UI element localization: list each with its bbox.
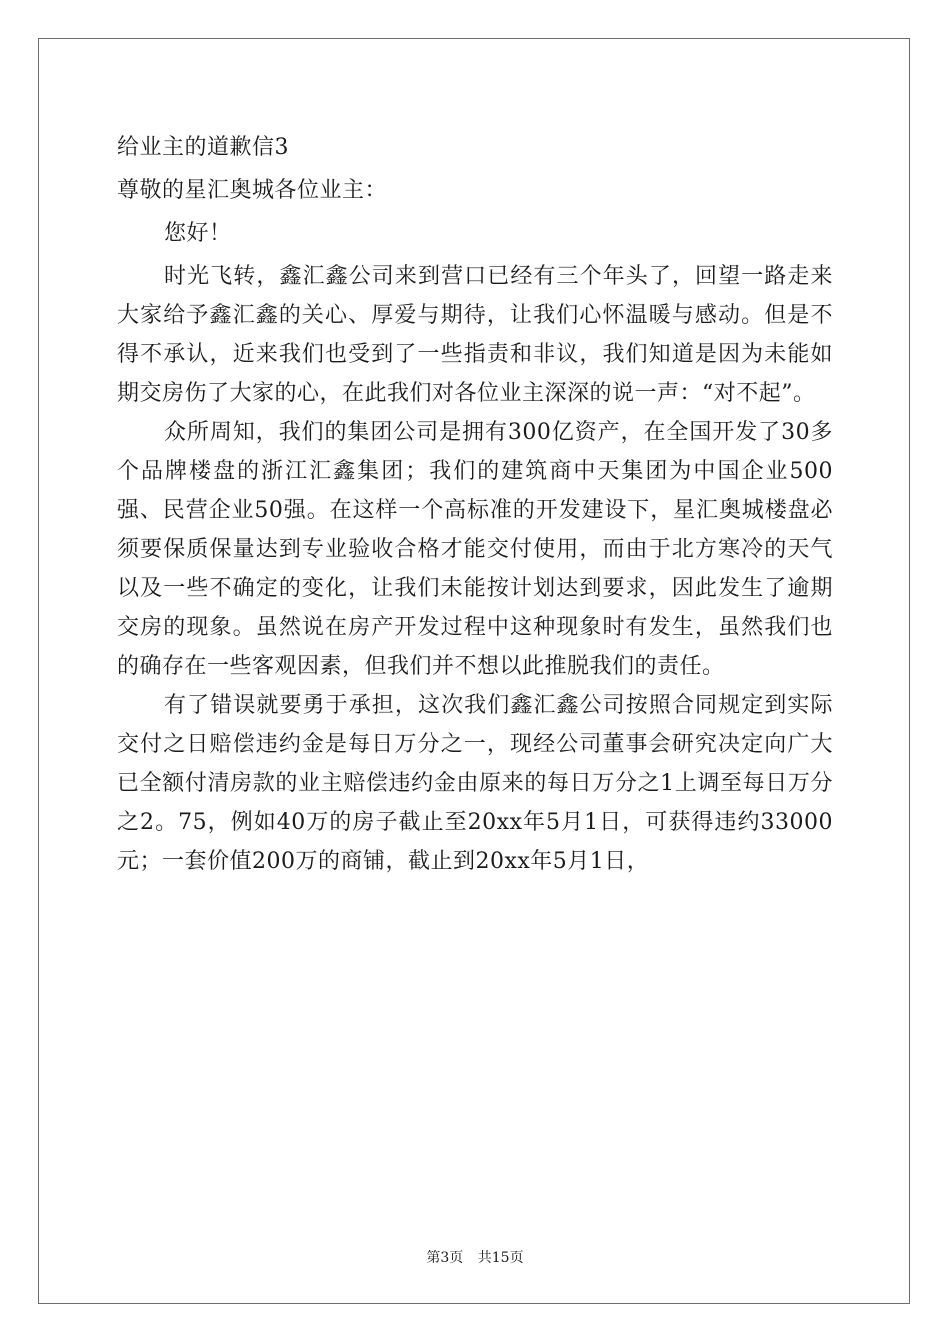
page-number: 第3页 [426, 1250, 464, 1266]
page-total: 共15页 [477, 1250, 524, 1266]
paragraph-1: 时光飞转，鑫汇鑫公司来到营口已经有三个年头了，回望一路走来大家给予鑫汇鑫的关心、厚爱与期待，让我们心怀温暖与感动。但是不得不承认，近来我们也受到了一些指责和非议，我们知道是因为未能如期交房伤了大家的心，在此我们对各位业主深深的说一声：“对不起”。 [117, 264, 833, 406]
document-title: 给业主的道歉信3 [117, 135, 289, 160]
salutation: 尊敬的星汇奥城各位业主： [117, 178, 388, 203]
page-footer [0, 1247, 950, 1267]
paragraph-2: 众所周知，我们的集团公司是拥有300亿资产，在全国开发了30多个品牌楼盘的浙江汇鑫集团；我们的建筑商中天集团为中国企业500强、民营企业50强。在这样一个高标准的开发建设下，星汇奥城楼盘必须要保质保量达到专业验收合格才能交付使用，而由于北方寒冷的天气以及一些不确定的变化，让我们未能按计划达到要求，因此发生了逾期交房的现象。虽然说在房产开发过程中这种现象时有发生，虽然我们也的确存在一些客观因素，但我们并不想以此推脱我们的责任。 [117, 420, 833, 679]
document-body [117, 128, 833, 881]
paragraph-3: 有了错误就要勇于承担，这次我们鑫汇鑫公司按照合同规定到实际交付之日赔偿违约金是每日万分之一，现经公司董事会研究决定向广大已全额付清房款的业主赔偿违约金由原来的每日万分之1上调至每日万分之2。75，例如40万的房子截止至20xx年5月1日，可获得违约33000元；一套价值200万的商铺，截止到20xx年5月1日， [117, 693, 833, 874]
greeting: 您好！ [164, 221, 232, 246]
